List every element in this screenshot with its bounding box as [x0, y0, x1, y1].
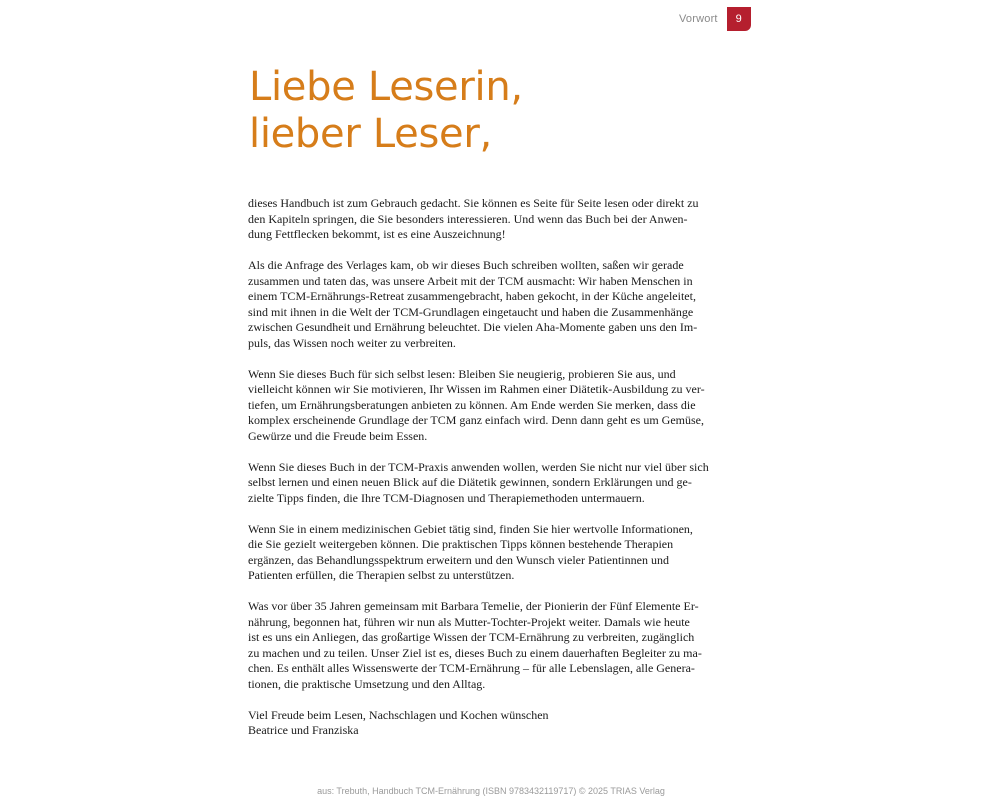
- source-footer: [0, 786, 1000, 796]
- text-line: die Sie gezielt weitergeben können. Die praktischen Tipps können bestehende Therapien: [248, 537, 674, 551]
- text-line: selbst lernen und einen neuen Blick auf die Diätetik gewinnen, sondern Erklärungen und ge-: [248, 475, 692, 489]
- text-line: Wenn Sie in einem medizinischen Gebiet tätig sind, finden Sie hier wertvolle Informationen,: [248, 521, 693, 536]
- closing-line: Viel Freude beim Lesen, Nachschlagen und Kochen wünschen: [248, 707, 549, 722]
- text-line: tionen, die praktische Umsetzung und den Alltag.: [248, 676, 486, 691]
- section-label: Vorwort: [679, 13, 718, 25]
- text-line: dieses Handbuch ist zum Gebrauch gedacht. Sie können es Seite für Seite lesen oder direkt zu: [248, 196, 699, 210]
- text-line: sind mit ihnen in die Welt der TCM-Grundlagen eingetaucht und haben die Zusammenhänge: [248, 304, 694, 319]
- text-line: tiefen, um Ernährungsberatungen anbieten zu können. Am Ende werden Sie merken, dass die: [248, 397, 696, 412]
- paragraph: [248, 367, 718, 445]
- title-line: Liebe Leserin,: [249, 64, 523, 110]
- body-text: [248, 196, 718, 739]
- text-line: Patienten erfüllen, die Therapien selbst zu unterstützen.: [248, 568, 515, 582]
- text-line: dung Fettflecken bekommt, ist es eine Auszeichnung!: [248, 227, 506, 241]
- text-line: Wenn Sie dieses Buch für sich selbst lesen: Bleiben Sie neugierig, probieren Sie aus, und: [248, 366, 676, 381]
- paragraph: [248, 522, 718, 584]
- title-line: lieber Leser,: [249, 111, 492, 157]
- page-number-badge: 9: [727, 7, 751, 31]
- text-line: einem TCM-Ernährungs-Retreat zusammengebracht, haben gekocht, in der Küche angeleitet,: [248, 289, 696, 303]
- text-line: zu machen und zu teilen. Unser Ziel ist es, dieses Buch zu einem dauerhaften Begleiter zu ma-: [248, 645, 702, 660]
- text-line: Gewürze und die Freude beim Essen.: [248, 428, 428, 443]
- paragraph: [248, 599, 718, 692]
- text-line: puls, das Wissen noch weiter zu verbreiten.: [248, 335, 456, 350]
- text-line: zusammen und taten das, was unsere Arbeit mit der TCM ausmacht: Wir haben Menschen in: [248, 273, 693, 288]
- text-line: chen. Es enthält alles Wissenswerte der TCM-Ernährung – für alle Lebenslagen, alle Genera-: [248, 661, 695, 675]
- text-line: nährung, begonnen hat, führen wir nun als Mutter-Tochter-Projekt weiter. Damals wie heute: [248, 614, 690, 629]
- text-line: komplex erscheinende Grundlage der TCM ganz einfach wird. Denn dann geht es um Gemüse,: [248, 413, 704, 427]
- signature-names: Beatrice und Franziska: [248, 723, 359, 737]
- text-line: zielte Tipps finden, die Ihre TCM-Diagnosen und Therapiemethoden untermauern.: [248, 490, 645, 505]
- text-line: den Kapiteln springen, die Sie besonders interessieren. Und wenn das Buch bei der Anwen-: [248, 211, 688, 226]
- text-line: Als die Anfrage des Verlages kam, ob wir dieses Buch schreiben wollten, saßen wir gerade: [248, 258, 684, 272]
- running-head: [679, 6, 751, 32]
- paragraph: [248, 258, 718, 351]
- closing-signature: [248, 708, 718, 739]
- paragraph: [248, 460, 718, 507]
- page-title: [249, 64, 523, 158]
- text-line: vielleicht können wir Sie motivieren, Ihr Wissen im Rahmen einer Diätetik-Ausbildung zu ver-: [248, 382, 705, 396]
- footer-citation: aus: Trebuth, Handbuch TCM-Ernährung (ISBN 9783432119717) © 2025 TRIAS Verlag: [317, 786, 665, 796]
- text-line: zwischen Gesundheit und Ernährung beleuchtet. Die vielen Aha-Momente gaben uns den Im-: [248, 320, 698, 334]
- text-line: ist es uns ein Anliegen, das großartige Wissen der TCM-Ernährung zu verbreiten, zugänglich: [248, 630, 695, 644]
- text-line: ergänzen, das Behandlungsspektrum erweitern und den Wunsch vieler Patientinnen und: [248, 552, 669, 567]
- text-line: Wenn Sie dieses Buch in der TCM-Praxis anwenden wollen, werden Sie nicht nur viel über sich: [248, 459, 709, 474]
- text-line: Was vor über 35 Jahren gemeinsam mit Barbara Temelie, der Pionierin der Fünf Elemente Er-: [248, 599, 699, 613]
- paragraph: [248, 196, 718, 243]
